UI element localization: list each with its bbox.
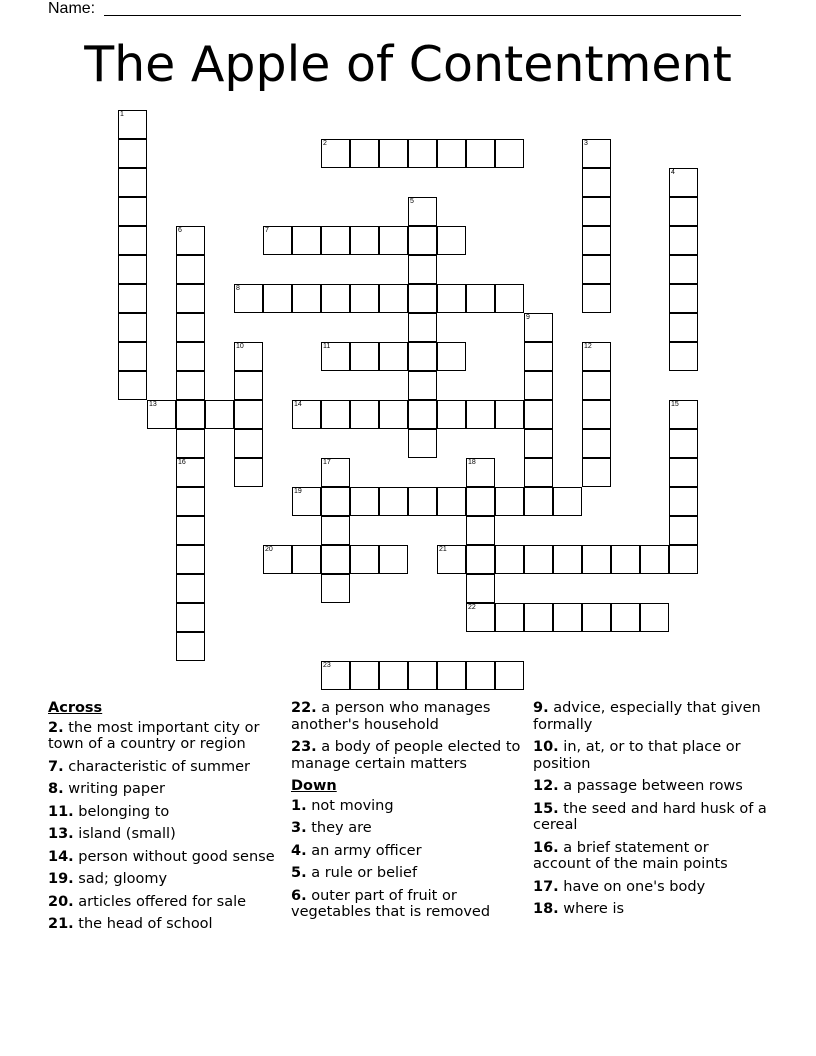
clue-number: 5 <box>410 198 414 205</box>
grid-cell[interactable] <box>495 487 524 516</box>
clue-down-3: 3. they are <box>291 820 372 836</box>
clue-across-13: 13. island (small) <box>48 826 176 842</box>
grid-cell[interactable] <box>669 516 698 545</box>
clue-number: 6 <box>178 227 182 234</box>
grid-cell[interactable] <box>437 545 466 574</box>
grid-cell[interactable] <box>669 313 698 342</box>
clue-number: 22 <box>468 604 476 611</box>
grid-cell[interactable] <box>582 284 611 313</box>
grid-cell[interactable] <box>495 545 524 574</box>
grid-cell[interactable] <box>553 487 582 516</box>
grid-cell[interactable] <box>437 139 466 168</box>
grid-cell[interactable] <box>582 342 611 371</box>
clue-across-7: 7. characteristic of summer <box>48 758 250 775</box>
grid-cell[interactable] <box>118 255 147 284</box>
grid-cell[interactable] <box>524 487 553 516</box>
grid-cell[interactable] <box>176 574 205 603</box>
clues-col-3 <box>533 700 769 924</box>
grid-cell[interactable] <box>321 226 350 255</box>
clues-col-2 <box>291 700 523 927</box>
grid-cell[interactable] <box>379 226 408 255</box>
grid-cell[interactable] <box>524 458 553 487</box>
grid-cell[interactable] <box>408 197 437 226</box>
page-title: The Apple of Contentment <box>84 36 732 93</box>
clue-across-2: 2. the most important city or town of a country or region <box>48 719 260 752</box>
clue-across-8: 8. writing paper <box>48 781 165 797</box>
grid-cell[interactable] <box>524 545 553 574</box>
grid-cell[interactable] <box>118 168 147 197</box>
clue-number: 1 <box>120 111 124 118</box>
grid-cell[interactable] <box>176 458 205 487</box>
grid-cell[interactable] <box>321 284 350 313</box>
grid-cell[interactable] <box>466 487 495 516</box>
grid-cell[interactable] <box>176 371 205 400</box>
clue-number: 13 <box>149 401 157 408</box>
grid-cell[interactable] <box>321 400 350 429</box>
grid-cell[interactable] <box>553 603 582 632</box>
grid-cell[interactable] <box>234 429 263 458</box>
grid-cell[interactable] <box>350 487 379 516</box>
grid-cell[interactable] <box>118 313 147 342</box>
grid-cell[interactable] <box>466 603 495 632</box>
grid-cell[interactable] <box>582 168 611 197</box>
grid-cell[interactable] <box>292 400 321 429</box>
grid-cell[interactable] <box>437 400 466 429</box>
clue-across-19: 19. sad; gloomy <box>48 871 168 887</box>
grid-cell[interactable] <box>379 139 408 168</box>
grid-cell[interactable] <box>321 545 350 574</box>
grid-cell[interactable] <box>495 661 524 690</box>
clue-down-18: 18. where is <box>533 901 625 917</box>
grid-cell[interactable] <box>292 284 321 313</box>
grid-cell[interactable] <box>263 226 292 255</box>
grid-cell[interactable] <box>350 400 379 429</box>
clue-number: 11 <box>323 343 331 350</box>
grid-cell[interactable] <box>437 342 466 371</box>
grid-cell[interactable] <box>524 313 553 342</box>
grid-cell[interactable] <box>495 284 524 313</box>
grid-cell[interactable] <box>524 400 553 429</box>
clue-down-9: 9. advice, especially that given formally <box>533 700 761 733</box>
grid-cell[interactable] <box>408 139 437 168</box>
grid-cell[interactable] <box>437 487 466 516</box>
grid-cell[interactable] <box>176 487 205 516</box>
down-header: Down <box>291 778 337 794</box>
clue-down-6: 6. outer part of fruit or vegetables that is removed <box>291 887 491 920</box>
grid-cell[interactable] <box>408 226 437 255</box>
clue-number: 15 <box>671 401 679 408</box>
grid-cell[interactable] <box>466 574 495 603</box>
clue-down-5: 5. a rule or belief <box>291 865 418 881</box>
grid-cell[interactable] <box>292 226 321 255</box>
grid-cell[interactable] <box>495 603 524 632</box>
grid-cell[interactable] <box>669 226 698 255</box>
clue-across-22: 22. a person who manages another's household <box>291 700 491 733</box>
clue-down-17: 17. have on one's body <box>533 878 706 895</box>
grid-cell[interactable] <box>408 487 437 516</box>
clue-number: 21 <box>439 546 447 553</box>
grid-cell[interactable] <box>176 342 205 371</box>
grid-cell[interactable] <box>118 139 147 168</box>
grid-cell[interactable] <box>524 603 553 632</box>
grid-cell[interactable] <box>437 284 466 313</box>
grid-cell[interactable] <box>321 574 350 603</box>
grid-cell[interactable] <box>118 284 147 313</box>
clue-number: 10 <box>236 343 244 350</box>
grid-cell[interactable] <box>118 226 147 255</box>
grid-cell[interactable] <box>176 516 205 545</box>
grid-cell[interactable] <box>176 429 205 458</box>
grid-cell[interactable] <box>669 400 698 429</box>
grid-cell[interactable] <box>379 400 408 429</box>
grid-cell[interactable] <box>582 545 611 574</box>
across-header: Across <box>48 700 103 716</box>
grid-cell[interactable] <box>379 487 408 516</box>
grid-cell[interactable] <box>350 139 379 168</box>
clue-number: 14 <box>294 401 302 408</box>
grid-cell[interactable] <box>669 284 698 313</box>
grid-cell[interactable] <box>176 400 205 429</box>
grid-cell[interactable] <box>379 284 408 313</box>
grid-cell[interactable] <box>669 487 698 516</box>
clue-across-20: 20. articles offered for sale <box>48 893 247 910</box>
clue-across-23: 23. a body of people elected to manage certain matters <box>291 739 521 772</box>
grid-cell[interactable] <box>408 429 437 458</box>
grid-cell[interactable] <box>611 603 640 632</box>
grid-cell[interactable] <box>582 603 611 632</box>
grid-cell[interactable] <box>321 661 350 690</box>
grid-cell[interactable] <box>118 371 147 400</box>
grid-cell[interactable] <box>408 661 437 690</box>
grid-cell[interactable] <box>582 429 611 458</box>
clue-number: 19 <box>294 488 302 495</box>
grid-cell[interactable] <box>408 400 437 429</box>
grid-cell[interactable] <box>466 516 495 545</box>
grid-cell[interactable] <box>176 632 205 661</box>
grid-cell[interactable] <box>408 342 437 371</box>
grid-cell[interactable] <box>321 342 350 371</box>
clue-down-4: 4. an army officer <box>291 842 422 859</box>
grid-cell[interactable] <box>466 458 495 487</box>
grid-cell[interactable] <box>524 429 553 458</box>
clue-number: 12 <box>584 343 592 350</box>
grid-cell[interactable] <box>524 342 553 371</box>
grid-cell[interactable] <box>466 139 495 168</box>
grid-cell[interactable] <box>263 284 292 313</box>
grid-cell[interactable] <box>176 313 205 342</box>
grid-cell[interactable] <box>669 429 698 458</box>
clue-number: 17 <box>323 459 331 466</box>
grid-cell[interactable] <box>321 487 350 516</box>
grid-cell[interactable] <box>176 226 205 255</box>
clue-down-15: 15. the seed and hard husk of a cereal <box>533 800 767 833</box>
clue-number: 4 <box>671 169 675 176</box>
grid-cell[interactable] <box>408 255 437 284</box>
grid-cell[interactable] <box>437 226 466 255</box>
grid-cell[interactable] <box>147 400 176 429</box>
grid-cell[interactable] <box>524 371 553 400</box>
grid-cell[interactable] <box>321 139 350 168</box>
clue-number: 3 <box>584 140 588 147</box>
grid-cell[interactable] <box>118 110 147 139</box>
grid-cell[interactable] <box>234 371 263 400</box>
clue-across-21: 21. the head of school <box>48 916 213 932</box>
grid-cell[interactable] <box>176 545 205 574</box>
grid-cell[interactable] <box>350 545 379 574</box>
grid-cell[interactable] <box>582 197 611 226</box>
grid-cell[interactable] <box>466 284 495 313</box>
grid-cell[interactable] <box>176 284 205 313</box>
grid-cell[interactable] <box>640 545 669 574</box>
grid-cell[interactable] <box>582 400 611 429</box>
clue-number: 23 <box>323 662 331 669</box>
grid-cell[interactable] <box>466 661 495 690</box>
clue-number: 7 <box>265 227 269 234</box>
grid-cell[interactable] <box>118 197 147 226</box>
grid-cell[interactable] <box>263 545 292 574</box>
grid-cell[interactable] <box>350 342 379 371</box>
grid-cell[interactable] <box>582 371 611 400</box>
grid-cell[interactable] <box>669 197 698 226</box>
grid-cell[interactable] <box>234 458 263 487</box>
clue-number: 9 <box>526 314 530 321</box>
grid-cell[interactable] <box>292 487 321 516</box>
grid-cell[interactable] <box>321 516 350 545</box>
grid-cell[interactable] <box>611 545 640 574</box>
grid-cell[interactable] <box>408 284 437 313</box>
grid-cell[interactable] <box>350 661 379 690</box>
grid-cell[interactable] <box>379 342 408 371</box>
grid-cell[interactable] <box>553 545 582 574</box>
grid-cell[interactable] <box>408 313 437 342</box>
grid-cell[interactable] <box>466 545 495 574</box>
grid-cell[interactable] <box>321 458 350 487</box>
clue-down-1: 1. not moving <box>291 797 394 814</box>
grid-cell[interactable] <box>669 458 698 487</box>
grid-cell[interactable] <box>669 545 698 574</box>
grid-cell[interactable] <box>292 545 321 574</box>
clue-number: 8 <box>236 285 240 292</box>
grid-cell[interactable] <box>234 400 263 429</box>
grid-cell[interactable] <box>176 603 205 632</box>
grid-cell[interactable] <box>176 255 205 284</box>
grid-cell[interactable] <box>408 371 437 400</box>
grid-cell[interactable] <box>582 255 611 284</box>
clue-across-14: 14. person without good sense <box>48 848 275 865</box>
grid-cell[interactable] <box>495 400 524 429</box>
grid-cell[interactable] <box>379 545 408 574</box>
grid-cell[interactable] <box>669 342 698 371</box>
grid-cell[interactable] <box>669 255 698 284</box>
grid-cell[interactable] <box>234 342 263 371</box>
grid-cell[interactable] <box>234 284 263 313</box>
grid-cell[interactable] <box>582 458 611 487</box>
grid-cell[interactable] <box>350 284 379 313</box>
clue-number: 16 <box>178 459 186 466</box>
grid-cell[interactable] <box>379 661 408 690</box>
clue-down-10: 10. in, at, or to that place or position <box>533 739 741 772</box>
grid-cell[interactable] <box>205 400 234 429</box>
grid-cell[interactable] <box>640 603 669 632</box>
grid-cell[interactable] <box>582 226 611 255</box>
grid-cell[interactable] <box>350 226 379 255</box>
grid-cell[interactable] <box>495 139 524 168</box>
clue-number: 2 <box>323 140 327 147</box>
name-label: Name: <box>48 0 96 17</box>
grid-cell[interactable] <box>582 139 611 168</box>
clue-number: 20 <box>265 546 273 553</box>
clue-down-16: 16. a brief statement or account of the main points <box>533 839 728 872</box>
clues-col-1 <box>48 700 280 939</box>
grid-cell[interactable] <box>669 168 698 197</box>
clue-down-12: 12. a passage between rows <box>533 778 743 794</box>
grid-cell[interactable] <box>466 400 495 429</box>
clue-across-11: 11. belonging to <box>48 803 170 820</box>
clue-number: 18 <box>468 459 476 466</box>
grid-cell[interactable] <box>118 342 147 371</box>
grid-cell[interactable] <box>437 661 466 690</box>
